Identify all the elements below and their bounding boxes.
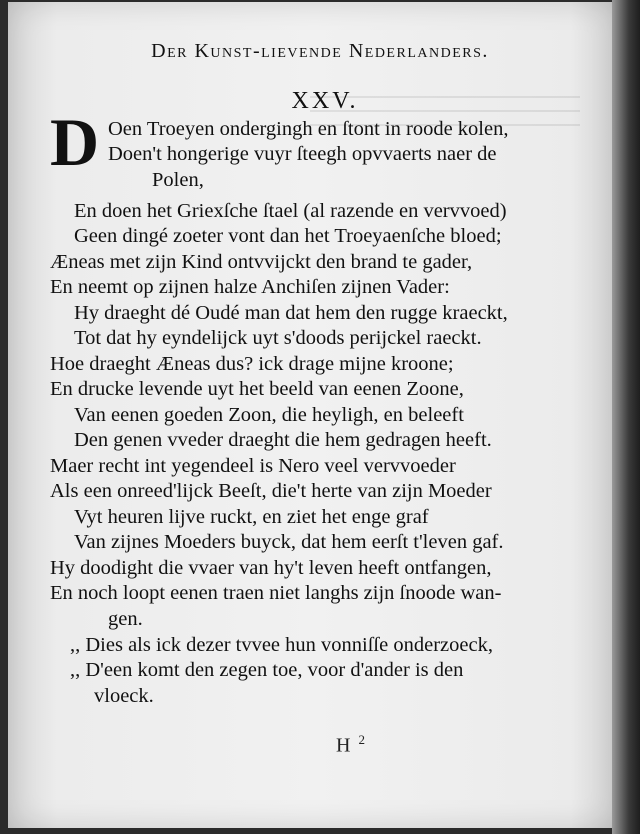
verse-line: Hoe draeght Æneas dus? ick drage mijne kroone; bbox=[50, 353, 454, 375]
page-edge bbox=[612, 0, 640, 834]
signature-number: 2 bbox=[358, 732, 365, 747]
verse-line: Maer recht int yegendeel is Nero veel vervvoeder bbox=[50, 455, 456, 477]
verse-line: vloeck. bbox=[94, 685, 154, 707]
verse-line: Als een onreed'lijck Beeſt, die't herte van zijn Moeder bbox=[50, 480, 492, 502]
verse-line: Oen Troeyen ondergingh en ſtont in roode kolen, bbox=[108, 118, 509, 140]
verse-line: Vyt heuren lijve ruckt, en ziet het enge graf bbox=[74, 506, 429, 528]
section-number: XXV. bbox=[291, 88, 359, 114]
verse-line: Hy draeght dé Oudé man dat hem den rugge kraeckt, bbox=[74, 302, 508, 324]
verse-line: En drucke levende uyt het beeld van eenen Zoone, bbox=[50, 378, 464, 400]
verse-line: Æneas met zijn Kind ontvvijckt den brand te gader, bbox=[50, 251, 473, 273]
verse-line: Hy doodight die vvaer van hy't leven heeft ontfangen, bbox=[50, 557, 492, 579]
verse-line: ,, Dies als ick dezer tvvee hun vonniſſe onderzoeck, bbox=[70, 634, 493, 656]
verse-line: ,, D'een komt den zegen toe, voor d'ander is den bbox=[70, 659, 464, 681]
verse-line: Tot dat hy eyndelijck uyt s'doods perijckel raeckt. bbox=[74, 327, 482, 349]
verse-line: En neemt op zijnen halze Anchiſen zijnen Vader: bbox=[50, 276, 450, 298]
verse-line: Den genen vveder draeght die hem gedragen heeft. bbox=[74, 429, 492, 451]
signature-mark bbox=[336, 732, 365, 758]
verse-line: En doen het Griexſche ſtael (al razende en vervvoed) bbox=[74, 200, 507, 222]
drop-cap: D bbox=[50, 104, 100, 180]
running-head: Der Kunst-lievende Nederlanders. bbox=[151, 40, 489, 62]
verse-line: Van eenen goeden Zoon, die heyligh, en beleeft bbox=[74, 404, 464, 426]
verse-line: Polen, bbox=[152, 169, 204, 191]
verse-line: Geen dingé zoeter vont dan het Troeyaenſche bloed; bbox=[74, 225, 502, 247]
verse-line: Doen't hongerige vuyr ſteegh opvvaerts naer de bbox=[108, 143, 497, 165]
signature-letter: H bbox=[336, 734, 351, 757]
verse-line: En noch loopt eenen traen niet langhs zijn ſnoode wan- bbox=[50, 582, 502, 604]
verse-line: Van zijnes Moeders buyck, dat hem eerſt t'leven gaf. bbox=[74, 531, 504, 553]
verse-line: gen. bbox=[108, 608, 143, 630]
